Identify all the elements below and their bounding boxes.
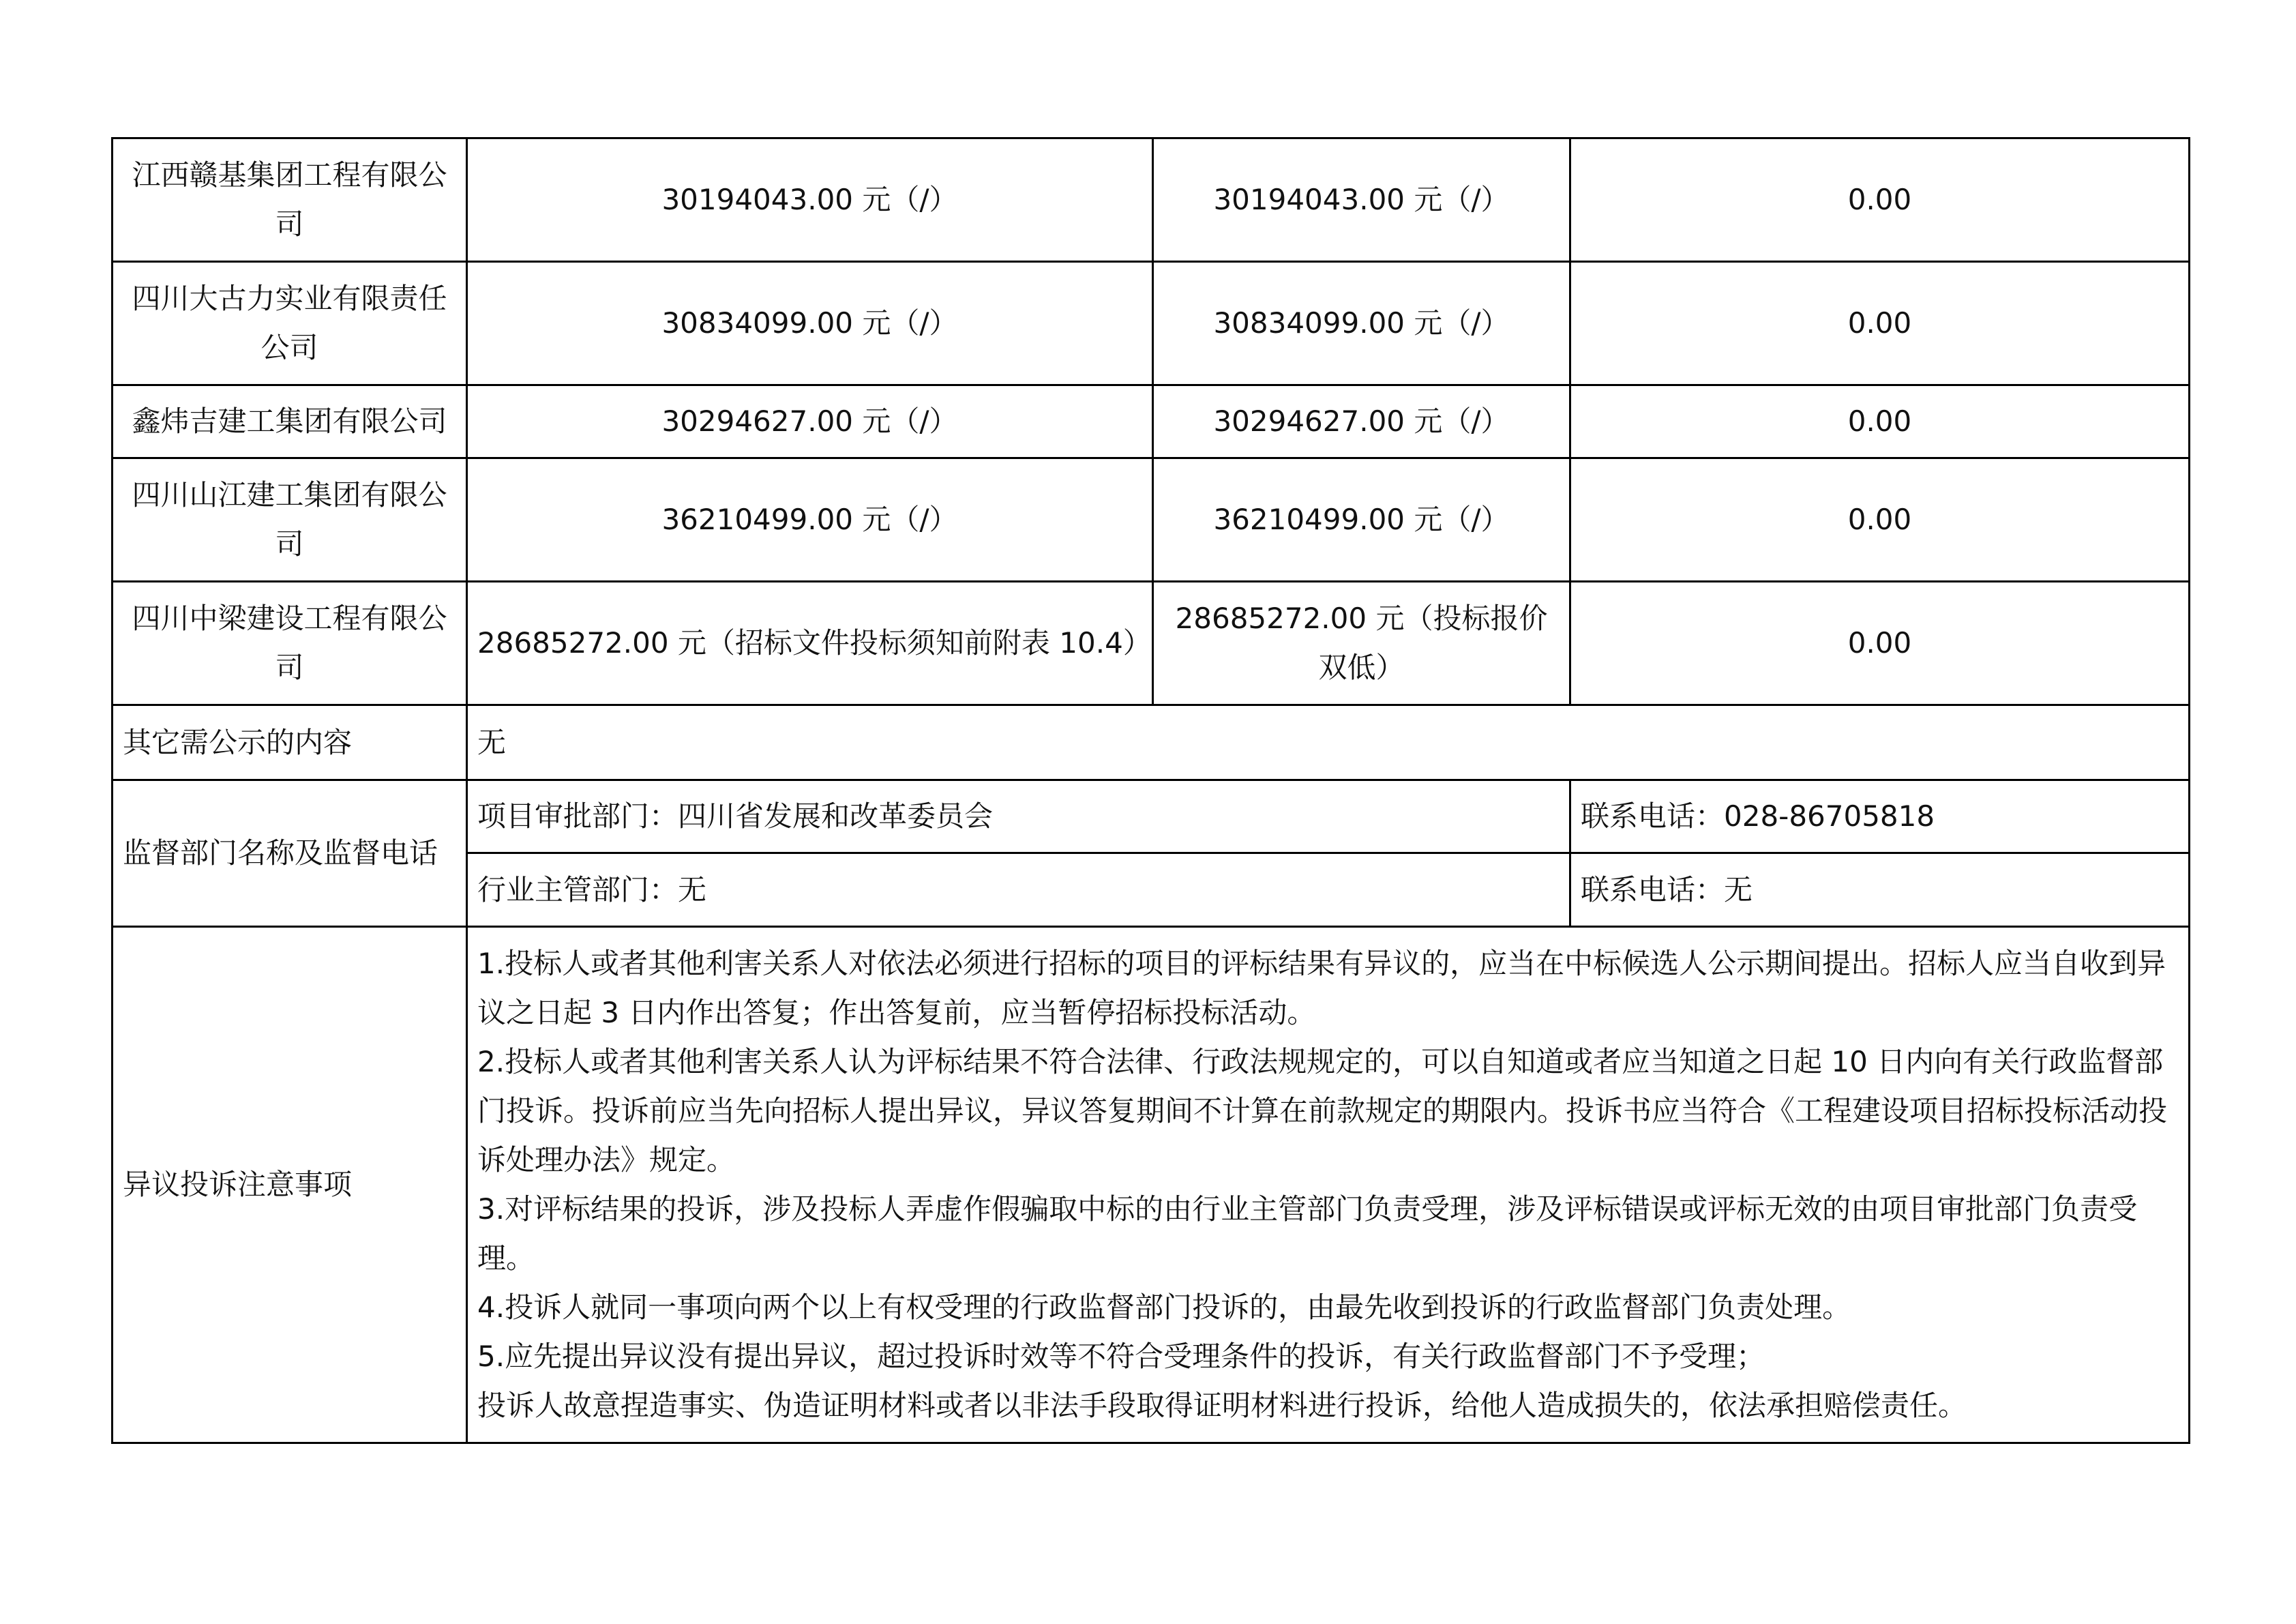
bidder-row (113, 138, 2190, 262)
review-price: 36210499.00 元（/） (1153, 458, 1570, 582)
bidder-name: 鑫炜吉建工集团有限公司 (113, 385, 467, 458)
complaint-item: 1.投标人或者其他利害关系人对依法必须进行招标的项目的评标结果有异议的，应当在中标候选人公示期间提出。招标人应当自收到异议之日起 3 日内作出答复；作出答复前，应当暂停招标投标活动。 (477, 947, 2166, 1029)
review-price: 28685272.00 元（投标报价双低） (1153, 582, 1570, 705)
complaint-label: 异议投诉注意事项 (113, 927, 467, 1443)
bidder-name: 江西赣基集团工程有限公司 (113, 138, 467, 262)
bidder-name: 四川大古力实业有限责任公司 (113, 262, 467, 385)
industry-dept: 行业主管部门：无 (467, 853, 1570, 927)
complaint-item: 3.对评标结果的投诉，涉及投标人弄虚作假骗取中标的由行业主管部门负责受理，涉及评标错误或评标无效的由项目审批部门负责受理。 (477, 1192, 2138, 1275)
bidder-name: 四川山江建工集团有限公司 (113, 458, 467, 582)
bid-price: 30294627.00 元（/） (467, 385, 1153, 458)
bidder-score: 0.00 (1570, 582, 2190, 705)
review-price: 30194043.00 元（/） (1153, 138, 1570, 262)
bid-price: 28685272.00 元（招标文件投标须知前附表 10.4） (467, 582, 1153, 705)
complaint-item: 2.投标人或者其他利害关系人认为评标结果不符合法律、行政法规规定的，可以自知道或者应当知道之日起 10 日内向有关行政监督部门投诉。投诉前应当先向招标人提出异议，异议答复期间不计算在前款规定的期限内。投诉书应当符合《工程建设项目招标投标活动投诉处理办法》规定。 (477, 1045, 2168, 1177)
other-info-value: 无 (467, 705, 2190, 780)
complaint-row (113, 927, 2190, 1443)
approval-dept: 项目审批部门：四川省发展和改革委员会 (467, 780, 1570, 853)
bidder-score: 0.00 (1570, 262, 2190, 385)
bidder-row (113, 385, 2190, 458)
review-price: 30834099.00 元（/） (1153, 262, 1570, 385)
review-price: 30294627.00 元（/） (1153, 385, 1570, 458)
other-info-label: 其它需公示的内容 (113, 705, 467, 780)
supervision-row (113, 780, 2190, 853)
bidder-row (113, 458, 2190, 582)
bid-price: 30834099.00 元（/） (467, 262, 1153, 385)
approval-dept-phone: 联系电话：028-86705818 (1570, 780, 2190, 853)
bidder-row (113, 262, 2190, 385)
bid-result-table (111, 137, 2190, 1444)
industry-dept-phone: 联系电话：无 (1570, 853, 2190, 927)
bidder-score: 0.00 (1570, 138, 2190, 262)
bidder-score: 0.00 (1570, 458, 2190, 582)
bidder-row (113, 582, 2190, 705)
complaint-notes (467, 927, 2190, 1443)
complaint-item: 投诉人故意捏造事实、伪造证明材料或者以非法手段取得证明材料进行投诉，给他人造成损失的，依法承担赔偿责任。 (477, 1389, 1967, 1422)
other-info-row (113, 705, 2190, 780)
bidder-score: 0.00 (1570, 385, 2190, 458)
complaint-item: 5.应先提出异议没有提出异议，超过投诉时效等不符合受理条件的投诉，有关行政监督部门不予受理； (477, 1340, 1765, 1373)
supervision-label: 监督部门名称及监督电话 (113, 780, 467, 927)
bid-price: 36210499.00 元（/） (467, 458, 1153, 582)
complaint-item: 4.投诉人就同一事项向两个以上有权受理的行政监督部门投诉的，由最先收到投诉的行政监督部门负责处理。 (477, 1290, 1851, 1324)
bid-price: 30194043.00 元（/） (467, 138, 1153, 262)
bidder-name: 四川中梁建设工程有限公司 (113, 582, 467, 705)
